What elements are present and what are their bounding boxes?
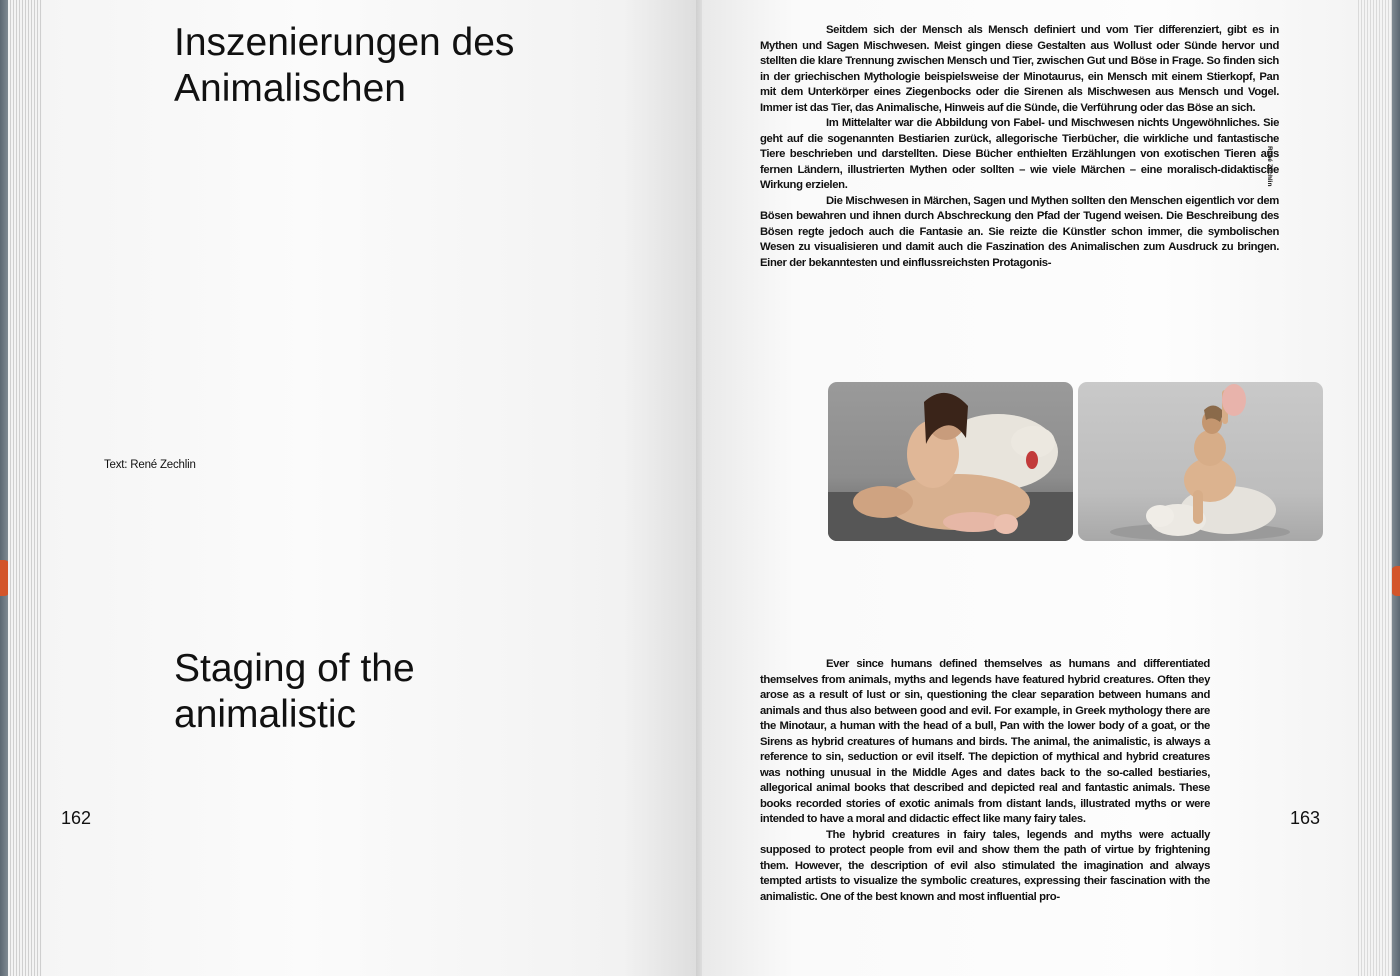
photo-sculpture-woman-polar-bear — [828, 382, 1073, 541]
german-paragraph: Im Mittelalter war die Abbildung von Fabel- und Mischwesen nichts Ungewöhnliches. Sie geht auf die sogenannten Bestiarien zurück, allegorische Tierbücher, die wirkliche und fantastische Tiere beschrieben und darstellten. Diese Bücher enthielten Erzählungen von exotischen Tieren aus fernen Ländern, illustrierten Mythen oder sollten – wie viele Märchen – eine moralisch-didaktische Wirkung erzielen. — [760, 117, 1279, 191]
author-credit: Text: René Zechlin — [104, 459, 196, 471]
page-number-left: 162 — [61, 808, 92, 828]
german-paragraph: Seitdem sich der Mensch als Mensch definiert und vom Tier differenziert, gibt es in Mythen und Sagen Mischwesen. Meist gingen diese Gestalten aus Wollust oder Sünde hervor und stellten die klare Trennung zwischen Mensch und Tier, zwischen Gut und Böse in Frage. So finden sich in der griechischen Mythologie beispielsweise der Minotaurus, ein Mensch mit einem Stierkopf, Pan mit dem Unterkörper eines Ziegenbocks oder die Sirenen als Mischwesen aus Mensch und Vogel. Immer ist das Tier, das Animalische, Hinweis auf die Sünde, die Verführung oder das Böse an sich. — [760, 24, 1279, 114]
english-paragraph: Ever since humans defined themselves as humans and differentiated themselves from animals, myths and legends have featured hybrid creatures. Often they arose as a result of lust or sin, questioning the clear separation between humans and animals and thus also between good and evil. For example, in Greek mythology there are the Minotaur, a human with the head of a bull, Pan with the lower body of a goat, or the Sirens as hybrid creatures of humans and birds. The animal, the animalistic, is always a reference to sin, seduction or evil itself. The depiction of mythical and hybrid creatures was nothing unusual in the Middle Ages and dates back to the so-called bestiaries, allegorical animal books that described and depicted real and fantastic animals. These books recorded stories of exotic animals from distant lands, illustrated myths or were intended to have a moral and didactic effect like many fairy tales. — [760, 658, 1210, 825]
title-english: Staging of the animalistic — [174, 647, 415, 736]
left-page — [42, 0, 702, 976]
english-paragraph: The hybrid creatures in fairy tales, legends and myths were actually supposed to protect people from evil and show them the path of virtue by frightening them. However, the description of evil also stimulated the imagination and always tempted artists to visualize the symbolic creatures, expressing their fascination with the animalistic. One of the best known and most influential pro- — [760, 828, 1210, 903]
page-edges-right — [1358, 0, 1392, 976]
page-edges-left — [8, 0, 42, 976]
orange-object-right — [1391, 566, 1400, 596]
english-body-text — [760, 657, 1210, 905]
german-paragraph: Die Mischwesen in Märchen, Sagen und Mythen sollten den Menschen eigentlich vor dem Bösen bewahren und ihnen durch Abschreckung den Pfad der Tugend weisen. Die Beschreibung des Bösen regte jedoch auch die Fantasie an. Sie reizte die Künstler schon immer, die symbolischen Wesen zu visualisieren und damit auch die Faszination des Animalischen zum Ausdruck zu bringen. Einer der bekanntesten und einflussreichsten Protagonis- — [760, 194, 1279, 269]
photo-sculpture-figure-on-bears — [1078, 382, 1323, 541]
title-german: Inszenierungen des Animalischen — [174, 21, 515, 110]
running-head-author: René Zechlin — [1266, 146, 1273, 187]
german-body-text — [760, 23, 1279, 271]
page-number-right: 163 — [1290, 808, 1321, 828]
